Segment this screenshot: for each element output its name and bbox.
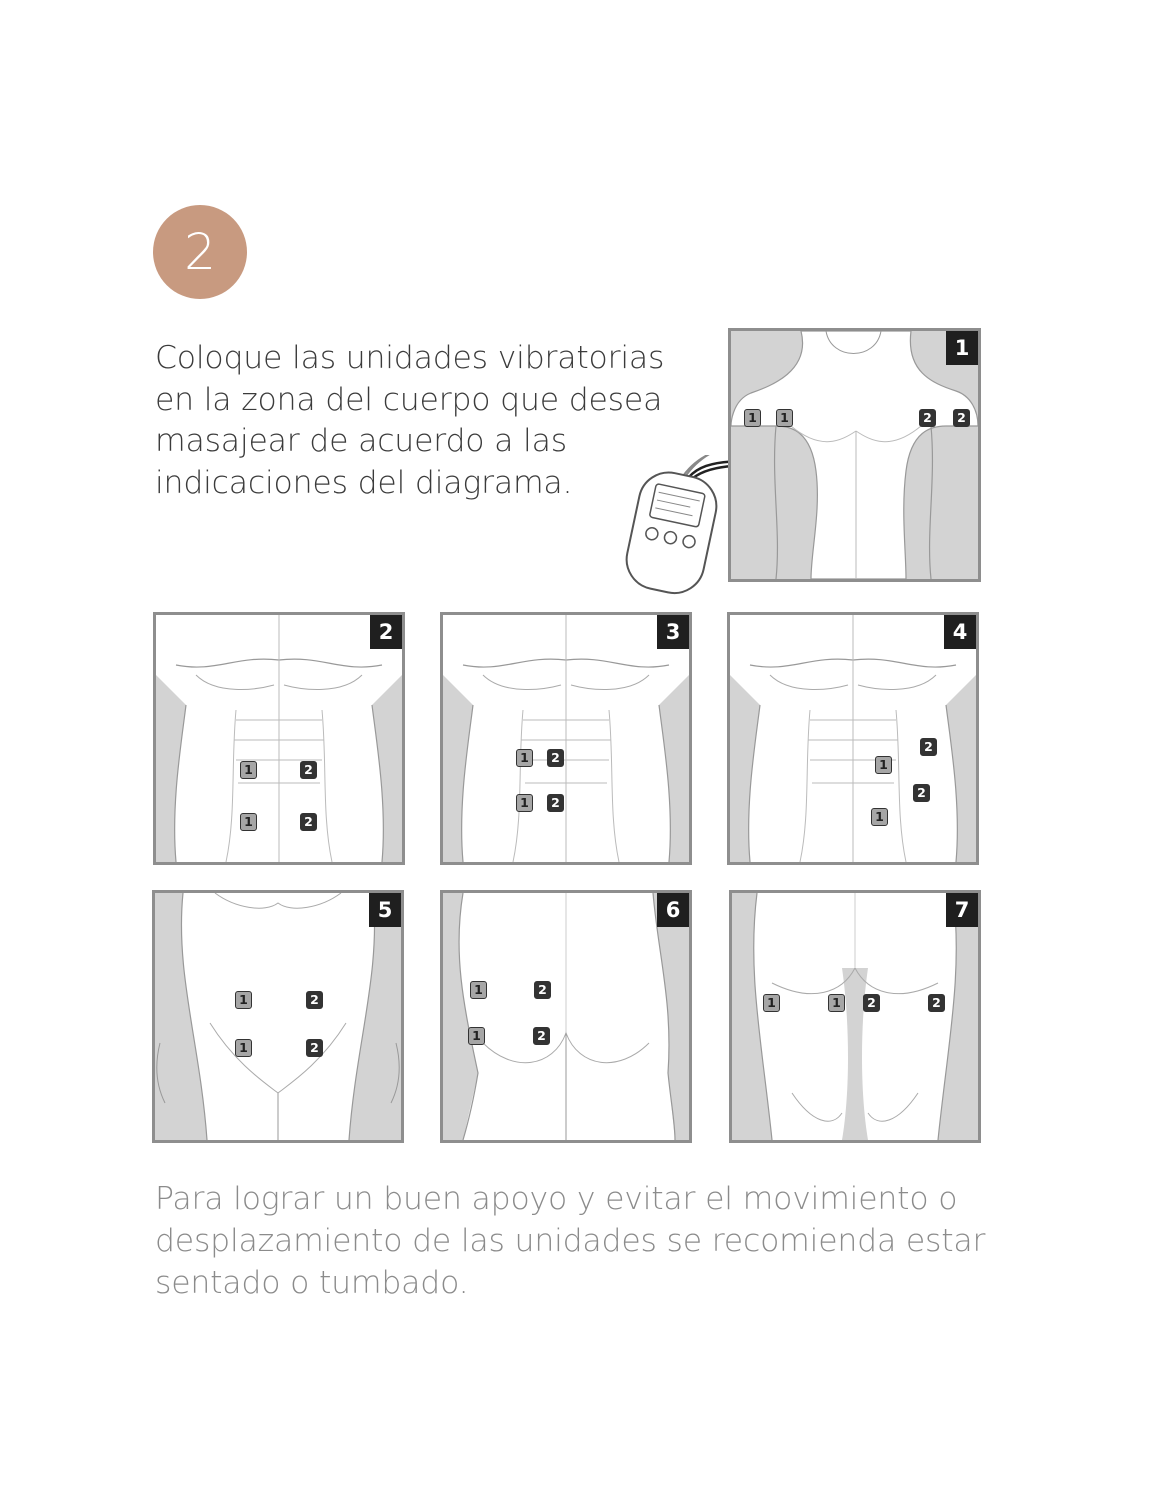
electrode-pad-2: 2 — [953, 409, 970, 427]
diagram-panel-4 — [727, 612, 979, 865]
electrode-pad-2: 2 — [306, 1039, 323, 1057]
diagram-panel-3 — [440, 612, 692, 865]
panel-number-badge: 6 — [657, 893, 689, 927]
diagram-panel-7 — [729, 890, 981, 1143]
electrode-pad-2: 2 — [300, 761, 317, 779]
electrode-pad-2: 2 — [913, 784, 930, 802]
abdomen-figure — [156, 615, 402, 862]
abdomen-figure — [730, 615, 976, 862]
electrode-pad-1: 1 — [240, 813, 257, 831]
electrode-pad-1: 1 — [240, 761, 257, 779]
panel-number-badge: 5 — [369, 893, 401, 927]
electrode-pad-2: 2 — [547, 794, 564, 812]
electrode-pad-2: 2 — [547, 749, 564, 767]
diagram-panel-2 — [153, 612, 405, 865]
thighs-figure — [732, 893, 978, 1140]
panel-number-badge: 4 — [944, 615, 976, 649]
electrode-pad-1: 1 — [828, 994, 845, 1012]
electrode-pad-1: 1 — [516, 794, 533, 812]
electrode-pad-1: 1 — [470, 981, 487, 999]
diagram-panel-5 — [152, 890, 404, 1143]
panel-number-badge: 1 — [946, 331, 978, 365]
electrode-pad-2: 2 — [920, 738, 937, 756]
electrode-pad-2: 2 — [534, 981, 551, 999]
upper-back-figure — [731, 331, 978, 579]
electrode-pad-2: 2 — [863, 994, 880, 1012]
electrode-pad-1: 1 — [875, 756, 892, 774]
abdomen-figure — [443, 615, 689, 862]
electrode-pad-1: 1 — [776, 409, 793, 427]
electrode-pad-1: 1 — [871, 808, 888, 826]
intro-text: Coloque las unidades vibratorias en la zona del cuerpo que desea masajear de acuerdo a las indicaciones del diagrama. — [155, 340, 665, 501]
electrode-pad-2: 2 — [300, 813, 317, 831]
lower-back-figure — [443, 893, 689, 1140]
electrode-pad-1: 1 — [763, 994, 780, 1012]
lower-abdomen-figure — [155, 893, 401, 1140]
panel-number-badge: 3 — [657, 615, 689, 649]
electrode-pad-1: 1 — [235, 1039, 252, 1057]
electrode-pad-2: 2 — [919, 409, 936, 427]
footer-text: Para lograr un buen apoyo y evitar el movimiento o desplazamiento de las unidades se recomienda estar sentado o tumbado. — [155, 1181, 986, 1301]
electrode-pad-1: 1 — [235, 991, 252, 1009]
electrode-pad-1: 1 — [744, 409, 761, 427]
diagram-panel-6 — [440, 890, 692, 1143]
diagram-panel-1 — [728, 328, 981, 582]
step-number-badge: 2 — [153, 205, 247, 299]
electrode-pad-1: 1 — [468, 1027, 485, 1045]
electrode-pad-2: 2 — [306, 991, 323, 1009]
electrode-pad-2: 2 — [533, 1027, 550, 1045]
panel-number-badge: 2 — [370, 615, 402, 649]
panel-number-badge: 7 — [946, 893, 978, 927]
electrode-pad-2: 2 — [928, 994, 945, 1012]
electrode-pad-1: 1 — [516, 749, 533, 767]
